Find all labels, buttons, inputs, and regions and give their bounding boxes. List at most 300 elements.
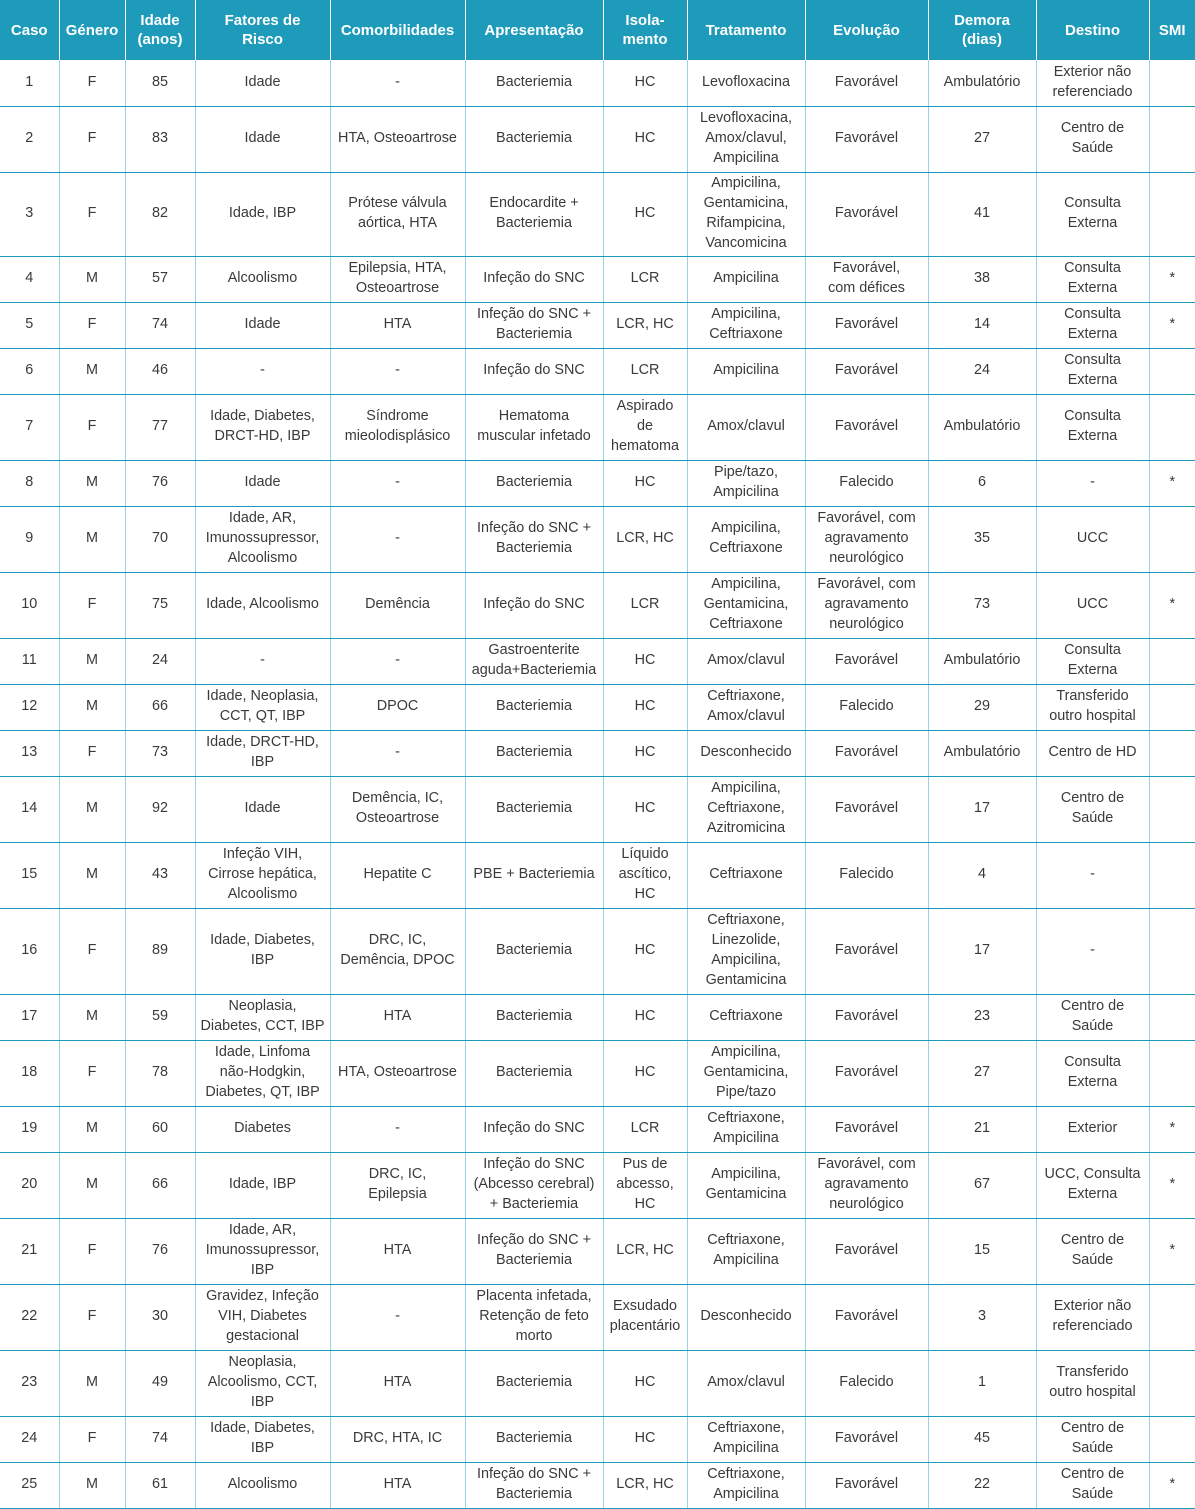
cell-line: HC bbox=[634, 1374, 656, 1391]
cell-line: * bbox=[1169, 1476, 1176, 1493]
cell-line: Idade, Alcoolismo bbox=[206, 596, 319, 613]
cell-smi bbox=[1149, 572, 1195, 638]
cell-demora bbox=[928, 60, 1036, 106]
cell-comorbilidades bbox=[330, 256, 465, 302]
cell-fatores-de-risco bbox=[195, 1152, 330, 1218]
cell-line: Consulta bbox=[1064, 306, 1121, 323]
cell-line: Demência, DPOC bbox=[340, 952, 455, 968]
cell-comorbilidades bbox=[330, 1350, 465, 1416]
cell-line: Transferido bbox=[1056, 688, 1129, 705]
cell-isolamento bbox=[603, 106, 687, 172]
cell-isolamento bbox=[603, 908, 687, 994]
cell-evolucao bbox=[805, 572, 928, 638]
cell-line: Infeção do SNC bbox=[483, 1120, 585, 1137]
cell-genero bbox=[59, 994, 125, 1040]
cell-line: Infeção VIH, bbox=[222, 846, 303, 863]
cell-line: Ampicilina, bbox=[711, 520, 781, 537]
cell-apresentacao bbox=[465, 1106, 603, 1152]
cell-line: Rifampicina, bbox=[706, 215, 786, 231]
cell-idade bbox=[125, 1350, 195, 1416]
cell-line: Consulta bbox=[1064, 642, 1121, 659]
cell-line: 24 bbox=[973, 362, 990, 379]
cell-destino bbox=[1036, 1152, 1149, 1218]
cell-line: - bbox=[395, 362, 400, 379]
cell-line: Gravidez, Infeção bbox=[206, 1288, 319, 1305]
cell-line: M bbox=[86, 866, 98, 883]
cell-line: Exterior bbox=[1067, 1120, 1118, 1137]
cell-apresentacao bbox=[465, 638, 603, 684]
cell-genero bbox=[59, 684, 125, 730]
table-row bbox=[0, 1040, 1195, 1106]
cell-line: (anos) bbox=[137, 31, 183, 48]
cell-line: placentário bbox=[609, 1318, 681, 1334]
cell-isolamento bbox=[603, 1152, 687, 1218]
cell-line: Desconhecido bbox=[700, 744, 792, 761]
column-header-evolucao bbox=[805, 0, 928, 60]
cell-isolamento bbox=[603, 684, 687, 730]
cell-comorbilidades bbox=[330, 302, 465, 348]
cell-line: UCC bbox=[1076, 530, 1109, 547]
cell-line: Externa bbox=[1067, 326, 1118, 342]
cell-line: Levofloxacina bbox=[701, 73, 790, 90]
cell-demora bbox=[928, 1462, 1036, 1508]
cell-genero bbox=[59, 1152, 125, 1218]
cell-line: HC bbox=[634, 652, 656, 669]
cell-line: Ampicilina bbox=[713, 362, 779, 379]
cell-evolucao bbox=[805, 1416, 928, 1462]
cell-evolucao bbox=[805, 1284, 928, 1350]
cell-caso bbox=[0, 348, 59, 394]
cell-idade bbox=[125, 730, 195, 776]
cell-line: Ceftriaxone, bbox=[707, 1110, 785, 1127]
cell-line: F bbox=[87, 418, 97, 435]
cell-apresentacao bbox=[465, 506, 603, 572]
cell-line: LCR bbox=[630, 596, 660, 613]
cell-line: Infeção do SNC bbox=[483, 362, 585, 379]
cell-line: - bbox=[395, 1120, 400, 1137]
cell-tratamento bbox=[687, 60, 805, 106]
cell-line: Favorável bbox=[834, 1430, 899, 1447]
cell-isolamento bbox=[603, 1040, 687, 1106]
cell-evolucao bbox=[805, 1350, 928, 1416]
cell-comorbilidades bbox=[330, 172, 465, 256]
cell-line: LCR, HC bbox=[616, 316, 674, 333]
cell-line: 76 bbox=[151, 1242, 168, 1259]
cell-apresentacao bbox=[465, 348, 603, 394]
cell-line: Epilepsia bbox=[368, 1186, 427, 1202]
cell-line: Idade bbox=[244, 800, 281, 817]
cell-line: Favorável bbox=[834, 942, 899, 959]
cell-line: Bacteriemia bbox=[496, 1064, 572, 1081]
cell-line: HC bbox=[634, 885, 656, 902]
cell-evolucao bbox=[805, 1040, 928, 1106]
cell-line: Diabetes, CCT, IBP bbox=[200, 1018, 325, 1034]
cell-line: HC bbox=[634, 698, 656, 715]
cell-demora bbox=[928, 1284, 1036, 1350]
cell-demora bbox=[928, 1416, 1036, 1462]
cell-line: + Bacteriemia bbox=[489, 1195, 579, 1212]
cell-idade bbox=[125, 172, 195, 256]
cell-line: Neoplasia, bbox=[228, 998, 297, 1015]
cell-line: Amox/clavul bbox=[707, 1374, 785, 1391]
cell-line: Centro de HD bbox=[1048, 744, 1137, 761]
cell-line: M bbox=[86, 270, 98, 287]
cell-genero bbox=[59, 842, 125, 908]
cell-idade bbox=[125, 1040, 195, 1106]
cell-fatores-de-risco bbox=[195, 684, 330, 730]
cell-line: Bacteriemia bbox=[496, 800, 572, 817]
table-row bbox=[0, 684, 1195, 730]
cell-line: 29 bbox=[973, 698, 990, 715]
cell-line: 73 bbox=[151, 744, 168, 761]
cell-line: Ceftriaxone bbox=[709, 866, 783, 883]
cell-line: Saúde bbox=[1071, 1252, 1114, 1268]
cell-line: 12 bbox=[21, 698, 38, 715]
cell-line: 5 bbox=[25, 316, 34, 333]
cell-tratamento bbox=[687, 348, 805, 394]
cell-line: 4 bbox=[25, 270, 34, 287]
cell-evolucao bbox=[805, 394, 928, 460]
cell-line: HC bbox=[634, 73, 656, 90]
cell-line: Favorável bbox=[834, 418, 899, 435]
cell-line: M bbox=[86, 474, 98, 491]
cell-caso bbox=[0, 460, 59, 506]
cell-tratamento bbox=[687, 842, 805, 908]
cell-line: F bbox=[87, 596, 97, 613]
table-row bbox=[0, 1218, 1195, 1284]
cell-line: F bbox=[87, 744, 97, 761]
table-row bbox=[0, 908, 1195, 994]
cell-line: CCT, QT, IBP bbox=[219, 708, 306, 724]
cell-line: Ampicilina bbox=[713, 484, 779, 500]
cell-line: * bbox=[1169, 1242, 1176, 1259]
cell-destino bbox=[1036, 348, 1149, 394]
cell-line: M bbox=[86, 362, 98, 379]
cell-tratamento bbox=[687, 776, 805, 842]
cell-line: Favorável bbox=[834, 744, 899, 761]
cell-line: 66 bbox=[151, 1176, 168, 1193]
cell-caso bbox=[0, 994, 59, 1040]
cell-smi bbox=[1149, 60, 1195, 106]
cell-line: 60 bbox=[151, 1120, 168, 1137]
cell-fatores-de-risco bbox=[195, 394, 330, 460]
cell-line: Ampicilina bbox=[713, 270, 779, 287]
column-header-tratamento bbox=[687, 0, 805, 60]
cell-line: Ampicilina bbox=[713, 149, 779, 166]
cell-genero bbox=[59, 572, 125, 638]
cell-line: 73 bbox=[973, 596, 990, 613]
cell-line: 46 bbox=[151, 362, 168, 379]
table-header bbox=[0, 0, 1195, 60]
cell-line: LCR bbox=[630, 362, 660, 379]
cell-idade bbox=[125, 1462, 195, 1508]
cell-line: 2 bbox=[25, 130, 34, 147]
cell-line: 7 bbox=[25, 418, 34, 435]
cell-line: - bbox=[395, 652, 400, 669]
cell-genero bbox=[59, 1462, 125, 1508]
cell-line: Externa bbox=[1067, 662, 1118, 678]
cell-apresentacao bbox=[465, 1218, 603, 1284]
cell-isolamento bbox=[603, 1416, 687, 1462]
cell-demora bbox=[928, 908, 1036, 994]
cell-line: Favorável bbox=[834, 1064, 899, 1081]
cell-line: Retenção de feto bbox=[479, 1308, 589, 1325]
cell-idade bbox=[125, 1106, 195, 1152]
cell-comorbilidades bbox=[330, 60, 465, 106]
cell-demora bbox=[928, 106, 1036, 172]
cell-line: Infeção do SNC bbox=[483, 596, 585, 613]
cell-evolucao bbox=[805, 1152, 928, 1218]
cell-caso bbox=[0, 172, 59, 256]
cell-line: Bacteriemia bbox=[496, 1008, 572, 1025]
cell-genero bbox=[59, 1350, 125, 1416]
cell-apresentacao bbox=[465, 730, 603, 776]
cell-apresentacao bbox=[465, 460, 603, 506]
cell-genero bbox=[59, 60, 125, 106]
cell-demora bbox=[928, 302, 1036, 348]
cell-line: Bacteriemia bbox=[496, 474, 572, 491]
cell-line: - bbox=[395, 1308, 400, 1325]
cell-destino bbox=[1036, 460, 1149, 506]
cell-line: 57 bbox=[151, 270, 168, 287]
cell-line: Bacteriemia bbox=[496, 1252, 572, 1268]
cell-line: HC bbox=[634, 1430, 656, 1447]
cell-idade bbox=[125, 1284, 195, 1350]
cell-tratamento bbox=[687, 256, 805, 302]
cell-line: M bbox=[86, 530, 98, 547]
cell-destino bbox=[1036, 60, 1149, 106]
cell-line: Idade, AR, bbox=[228, 1222, 297, 1239]
cell-destino bbox=[1036, 1350, 1149, 1416]
column-header-fatores-de-risco bbox=[195, 0, 330, 60]
cell-line: Falecido bbox=[839, 698, 894, 715]
cell-genero bbox=[59, 1106, 125, 1152]
cell-line: Alcoolismo, CCT, bbox=[207, 1374, 318, 1391]
cell-line: 61 bbox=[151, 1476, 168, 1493]
cell-tratamento bbox=[687, 994, 805, 1040]
cell-line: Favorável bbox=[834, 652, 899, 669]
cell-isolamento bbox=[603, 842, 687, 908]
cell-line: 9 bbox=[25, 530, 34, 547]
cell-destino bbox=[1036, 506, 1149, 572]
cell-line: referenciado bbox=[1052, 1318, 1133, 1334]
cell-line: 82 bbox=[151, 205, 168, 222]
cell-destino bbox=[1036, 256, 1149, 302]
cell-line: - bbox=[395, 73, 400, 90]
cell-evolucao bbox=[805, 994, 928, 1040]
cell-idade bbox=[125, 256, 195, 302]
cell-destino bbox=[1036, 1040, 1149, 1106]
cell-line: 83 bbox=[151, 130, 168, 147]
column-header-genero bbox=[59, 0, 125, 60]
cell-genero bbox=[59, 1284, 125, 1350]
cell-idade bbox=[125, 60, 195, 106]
cell-line: 3 bbox=[25, 205, 34, 222]
cell-line: Favorável bbox=[834, 1008, 899, 1025]
cell-line: HTA bbox=[383, 316, 412, 333]
cell-line: IBP bbox=[250, 1440, 275, 1456]
cell-apresentacao bbox=[465, 172, 603, 256]
cell-line: Consulta bbox=[1064, 260, 1121, 277]
cell-line: Endocardite + bbox=[489, 195, 579, 212]
table-row bbox=[0, 730, 1195, 776]
cell-isolamento bbox=[603, 1284, 687, 1350]
cell-apresentacao bbox=[465, 256, 603, 302]
cell-destino bbox=[1036, 302, 1149, 348]
cell-line: M bbox=[86, 698, 98, 715]
cell-idade bbox=[125, 842, 195, 908]
cell-line: 16 bbox=[21, 942, 38, 959]
cell-line: Ampicilina, bbox=[711, 175, 781, 192]
cell-line: HC bbox=[634, 800, 656, 817]
cell-apresentacao bbox=[465, 572, 603, 638]
cell-line: LCR, HC bbox=[616, 1242, 674, 1259]
cell-caso bbox=[0, 684, 59, 730]
cell-line: 41 bbox=[973, 205, 990, 222]
cell-line: Exsudado bbox=[612, 1298, 677, 1315]
cell-line: 70 bbox=[151, 530, 168, 547]
cell-destino bbox=[1036, 638, 1149, 684]
cell-line: 6 bbox=[977, 474, 986, 491]
cell-demora bbox=[928, 1350, 1036, 1416]
cell-line: Infeção do SNC + bbox=[477, 306, 591, 323]
cell-comorbilidades bbox=[330, 348, 465, 394]
cell-line: Saúde bbox=[1071, 810, 1114, 826]
cell-line: Ampicilina bbox=[713, 1440, 779, 1456]
cell-line: Ampicilina, bbox=[711, 1166, 781, 1183]
cell-smi bbox=[1149, 1106, 1195, 1152]
cell-destino bbox=[1036, 172, 1149, 256]
cell-line: IBP bbox=[250, 1393, 275, 1410]
table-row bbox=[0, 1462, 1195, 1508]
cell-line: IBP bbox=[250, 754, 275, 770]
cell-line: de bbox=[636, 418, 653, 435]
cell-fatores-de-risco bbox=[195, 348, 330, 394]
cell-line: Favorável, com bbox=[817, 510, 916, 527]
cell-line: outro hospital bbox=[1049, 708, 1136, 724]
cell-fatores-de-risco bbox=[195, 256, 330, 302]
cell-comorbilidades bbox=[330, 460, 465, 506]
cell-line: Demência, IC, bbox=[351, 790, 444, 807]
cell-line: Favorável, bbox=[832, 260, 901, 277]
cell-tratamento bbox=[687, 1350, 805, 1416]
column-header-isolamento bbox=[603, 0, 687, 60]
cell-line: M bbox=[86, 1008, 98, 1025]
cell-line: Centro de bbox=[1060, 120, 1125, 137]
cell-line: Favorável bbox=[834, 1476, 899, 1493]
cell-fatores-de-risco bbox=[195, 994, 330, 1040]
cell-tratamento bbox=[687, 684, 805, 730]
cell-line: Gentamicina, bbox=[703, 1064, 789, 1081]
cell-line: Ambulatório bbox=[943, 652, 1021, 669]
cell-smi bbox=[1149, 256, 1195, 302]
cell-line: Infeção do SNC bbox=[483, 1156, 585, 1173]
cell-line: 76 bbox=[151, 474, 168, 491]
cell-destino bbox=[1036, 1462, 1149, 1508]
cell-evolucao bbox=[805, 106, 928, 172]
cell-line: Favorável bbox=[834, 1242, 899, 1259]
cell-evolucao bbox=[805, 256, 928, 302]
cell-line: 67 bbox=[973, 1176, 990, 1193]
cell-line: 25 bbox=[21, 1476, 38, 1493]
cell-isolamento bbox=[603, 1106, 687, 1152]
cell-line: 27 bbox=[973, 130, 990, 147]
cell-destino bbox=[1036, 1284, 1149, 1350]
cell-line: Favorável bbox=[834, 130, 899, 147]
cell-line: - bbox=[1090, 474, 1095, 491]
cell-line: Linezolide, bbox=[711, 932, 781, 949]
cell-demora bbox=[928, 460, 1036, 506]
cell-line: HC bbox=[634, 1064, 656, 1081]
cell-line: Ambulatório bbox=[943, 418, 1021, 435]
table-row bbox=[0, 1284, 1195, 1350]
cell-tratamento bbox=[687, 460, 805, 506]
cell-line: Favorável bbox=[834, 73, 899, 90]
cell-comorbilidades bbox=[330, 1152, 465, 1218]
cell-line: PBE + Bacteriemia bbox=[473, 866, 595, 883]
cell-line: 49 bbox=[151, 1374, 168, 1391]
cell-evolucao bbox=[805, 1106, 928, 1152]
cell-line: HC bbox=[634, 130, 656, 147]
cell-line: F bbox=[87, 73, 97, 90]
cell-caso bbox=[0, 106, 59, 172]
cell-line: Favorável bbox=[834, 362, 899, 379]
cell-line: Bacteriemia bbox=[496, 130, 572, 147]
cell-fatores-de-risco bbox=[195, 1106, 330, 1152]
cell-demora bbox=[928, 394, 1036, 460]
cell-smi bbox=[1149, 1040, 1195, 1106]
cell-line: VIH, Diabetes bbox=[218, 1308, 307, 1325]
cell-comorbilidades bbox=[330, 506, 465, 572]
cell-apresentacao bbox=[465, 842, 603, 908]
cell-line: SMI bbox=[1158, 21, 1186, 39]
cell-genero bbox=[59, 1416, 125, 1462]
cell-genero bbox=[59, 348, 125, 394]
cell-caso bbox=[0, 256, 59, 302]
cell-line: Ampicilina, bbox=[711, 576, 781, 593]
cell-line: Cirrose hepática, bbox=[208, 866, 317, 883]
cell-line: HTA bbox=[383, 1476, 412, 1493]
cell-apresentacao bbox=[465, 1350, 603, 1416]
cell-idade bbox=[125, 776, 195, 842]
cell-isolamento bbox=[603, 1350, 687, 1416]
cell-line: Ceftriaxone bbox=[709, 615, 783, 632]
cell-isolamento bbox=[603, 506, 687, 572]
cell-fatores-de-risco bbox=[195, 776, 330, 842]
cell-caso bbox=[0, 302, 59, 348]
cell-line: ascítico, bbox=[618, 866, 672, 883]
cell-line: 17 bbox=[973, 942, 990, 959]
cell-line: 1 bbox=[25, 73, 34, 90]
cell-line: 43 bbox=[151, 866, 168, 883]
cell-line: Bacteriemia bbox=[496, 1486, 572, 1502]
cell-destino bbox=[1036, 842, 1149, 908]
cell-line: UCC bbox=[1076, 596, 1109, 613]
cell-line: 78 bbox=[151, 1064, 168, 1081]
cell-evolucao bbox=[805, 730, 928, 776]
cell-line: Idade, Diabetes, bbox=[210, 932, 315, 949]
cell-line: Idade, Linfoma bbox=[214, 1044, 311, 1061]
cell-fatores-de-risco bbox=[195, 908, 330, 994]
cell-line: 19 bbox=[21, 1120, 38, 1137]
cell-evolucao bbox=[805, 60, 928, 106]
cell-fatores-de-risco bbox=[195, 460, 330, 506]
cell-comorbilidades bbox=[330, 394, 465, 460]
cell-caso bbox=[0, 1106, 59, 1152]
cell-line: - bbox=[1090, 942, 1095, 959]
cell-line: Idade bbox=[244, 474, 281, 491]
cell-line: com défices bbox=[828, 280, 905, 296]
